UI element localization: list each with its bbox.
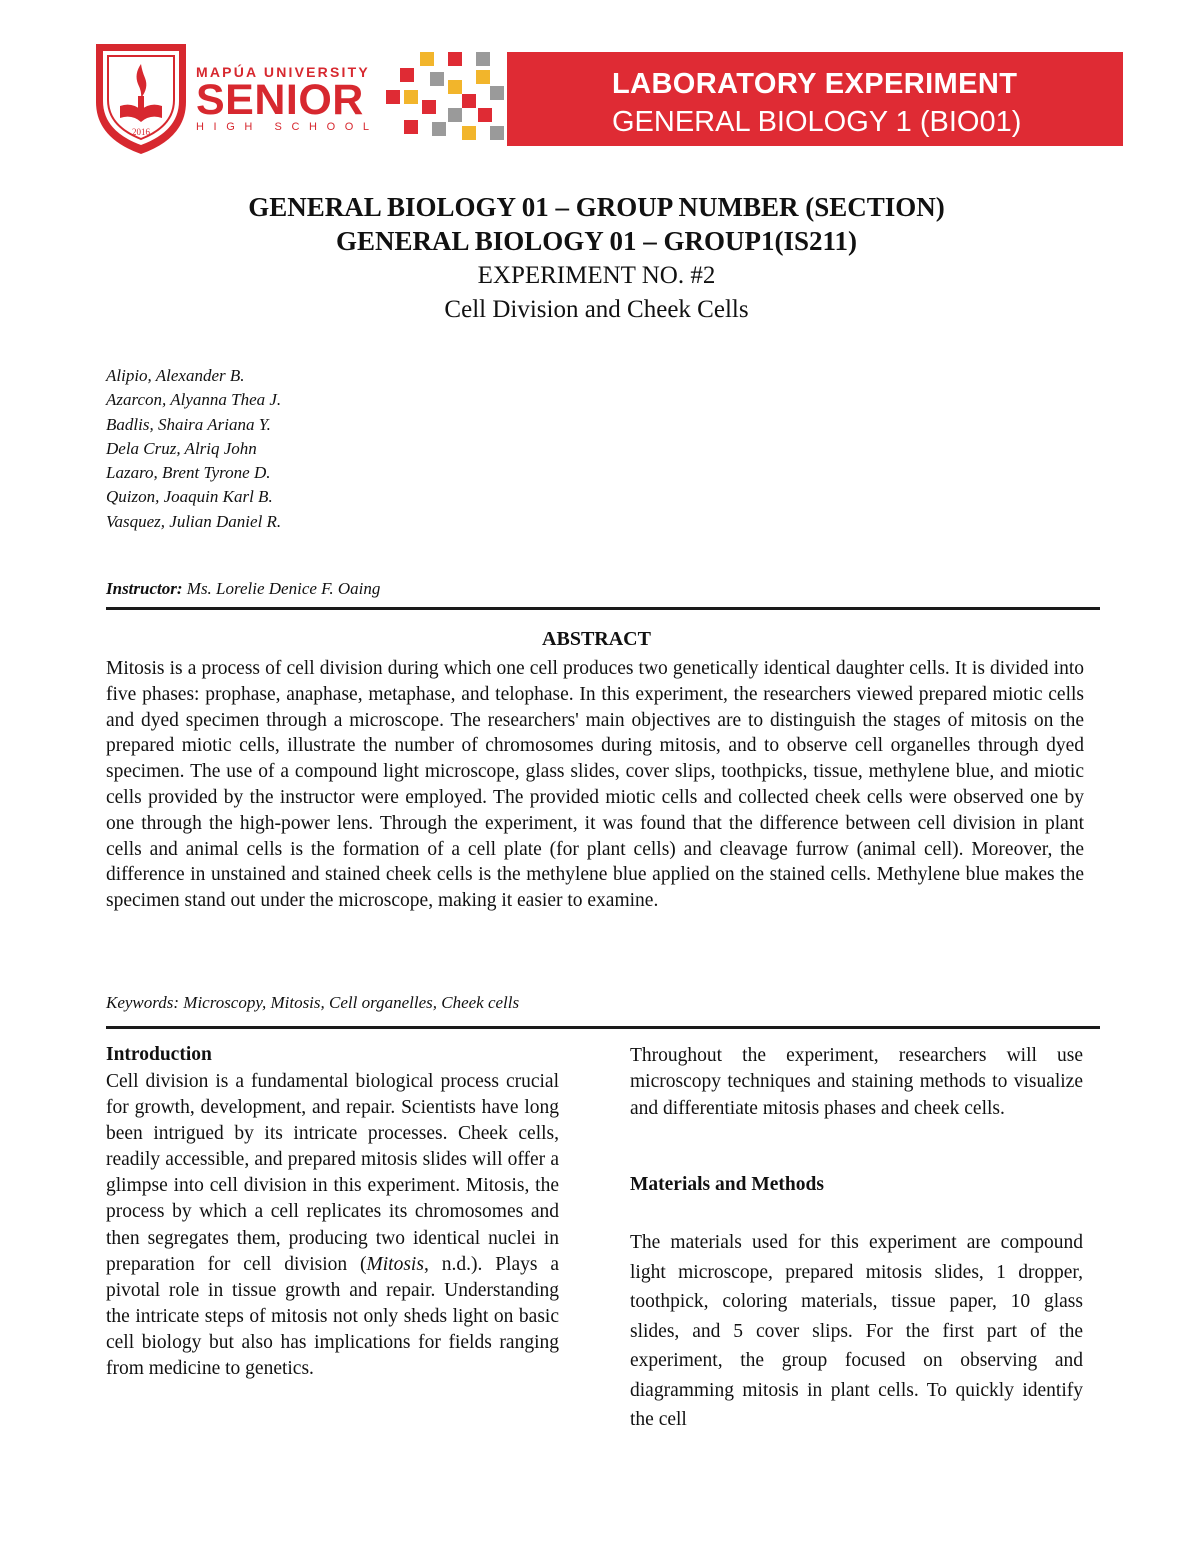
logo-high-school: HIGH SCHOOL <box>196 121 379 133</box>
experiment-number: EXPERIMENT NO. #2 <box>477 262 716 289</box>
author-name: Azarcon, Alyanna Thea J. <box>106 390 282 410</box>
section-divider <box>106 1026 1100 1029</box>
banner-subtitle: GENERAL BIOLOGY 1 (BIO01) <box>612 106 1022 138</box>
instructor-line <box>106 579 380 599</box>
document-title-line-2: GENERAL BIOLOGY 01 – GROUP1(IS211) <box>335 226 858 256</box>
logo-senior-wordmark: SENIOR <box>196 76 364 124</box>
instructor-label: Instructor: <box>106 579 183 598</box>
instructor-name: Ms. Lorelie Denice F. Oaing <box>182 579 381 598</box>
document-title-line-1: GENERAL BIOLOGY 01 – GROUP NUMBER (SECTION) <box>248 192 945 222</box>
introduction-heading: Introduction <box>106 1044 212 1065</box>
materials-methods-body: The materials used for this experiment are compound light microscope, prepared mitosis slides, 1 dropper, toothpick, coloring materials, tissue paper, 10 glass slides, and 5 cover slips. For the first part of the experiment, the group focused on observing and diagramming mitosis in plant cells. To quickly identify the cell <box>630 1232 1083 1430</box>
materials-methods-heading: Materials and Methods <box>630 1174 824 1195</box>
author-name: Dela Cruz, Alriq John <box>106 438 257 458</box>
banner-title: LABORATORY EXPERIMENT <box>612 68 1018 100</box>
author-name: Alipio, Alexander B. <box>106 366 245 385</box>
introduction-body <box>106 1069 559 1382</box>
citation-title: Mitosis <box>366 1253 424 1275</box>
logo-university-name: MAPÚA UNIVERSITY <box>196 64 370 80</box>
keywords-line: Keywords: Microscopy, Mitosis, Cell organelles, Cheek cells <box>106 993 520 1012</box>
introduction-text-before: Cell division is a fundamental biological process crucial for growth, development, and repair. Scientists have long been intrigued by its intricate processes. Cheek cells, readily accessible, and prepared mitosis slides will offer a glimpse into cell division in this experiment. Mitosis, the process by which a cell replicates its chromosomes and then segregates them, producing two identical nuclei in preparation for cell division ( <box>106 1071 559 1275</box>
author-list <box>106 364 281 534</box>
author-name: Lazaro, Brent Tyrone D. <box>106 463 271 483</box>
introduction-continuation: Throughout the experiment, researchers will use microscopy techniques and staining methods to visualize and differentiate mitosis phases and cheek cells. <box>630 1045 1083 1119</box>
author-name: Quizon, Joaquin Karl B. <box>106 487 273 507</box>
seal-year: 2016 <box>132 127 150 137</box>
school-seal-logo <box>92 40 190 156</box>
section-divider <box>106 607 1100 610</box>
abstract-body: Mitosis is a process of cell division during which one cell produces two genetically identical daughter cells. It is divided into five phases: prophase, anaphase, metaphase, and telophase. In this experiment, the researchers viewed prepared miotic cells and dyed specimen through a microscope. The researchers' main objectives are to distinguish the stages of mitosis on the prepared miotic cells, illustrate the number of chromosomes during mitosis, and to observe cell organelles through dyed specimen. The use of a compound light microscope, glass slides, cover slips, toothpicks, tissue, methylene blue, and miotic cells provided by the instructor were employed. The provided miotic cells and collected cheek cells were observed one by one through the high-power lens. Through the experiment, it was found that the difference between cell division in plant cells and animal cells is the formation of a cell plate (for plant cells) and cleavage furrow (animal cell). Moreover, the difference in unstained and stained cheek cells is the methylene blue applied on the stained cells. Methylene blue makes the specimen stand out under the microscope, making it easier to examine. <box>106 658 1084 912</box>
author-name: Badlis, Shaira Ariana Y. <box>106 414 271 434</box>
abstract-heading: ABSTRACT <box>542 628 651 650</box>
introduction-text-after: , n.d.). Plays a pivotal role in tissue growth and repair. Understanding the intricate steps of mitosis not only sheds light on basic cell biology but also has implications for fields ranging from medicine to genetics. <box>106 1253 559 1380</box>
experiment-title: Cell Division and Cheek Cells <box>444 296 749 323</box>
author-name: Vasquez, Julian Daniel R. <box>106 511 282 531</box>
